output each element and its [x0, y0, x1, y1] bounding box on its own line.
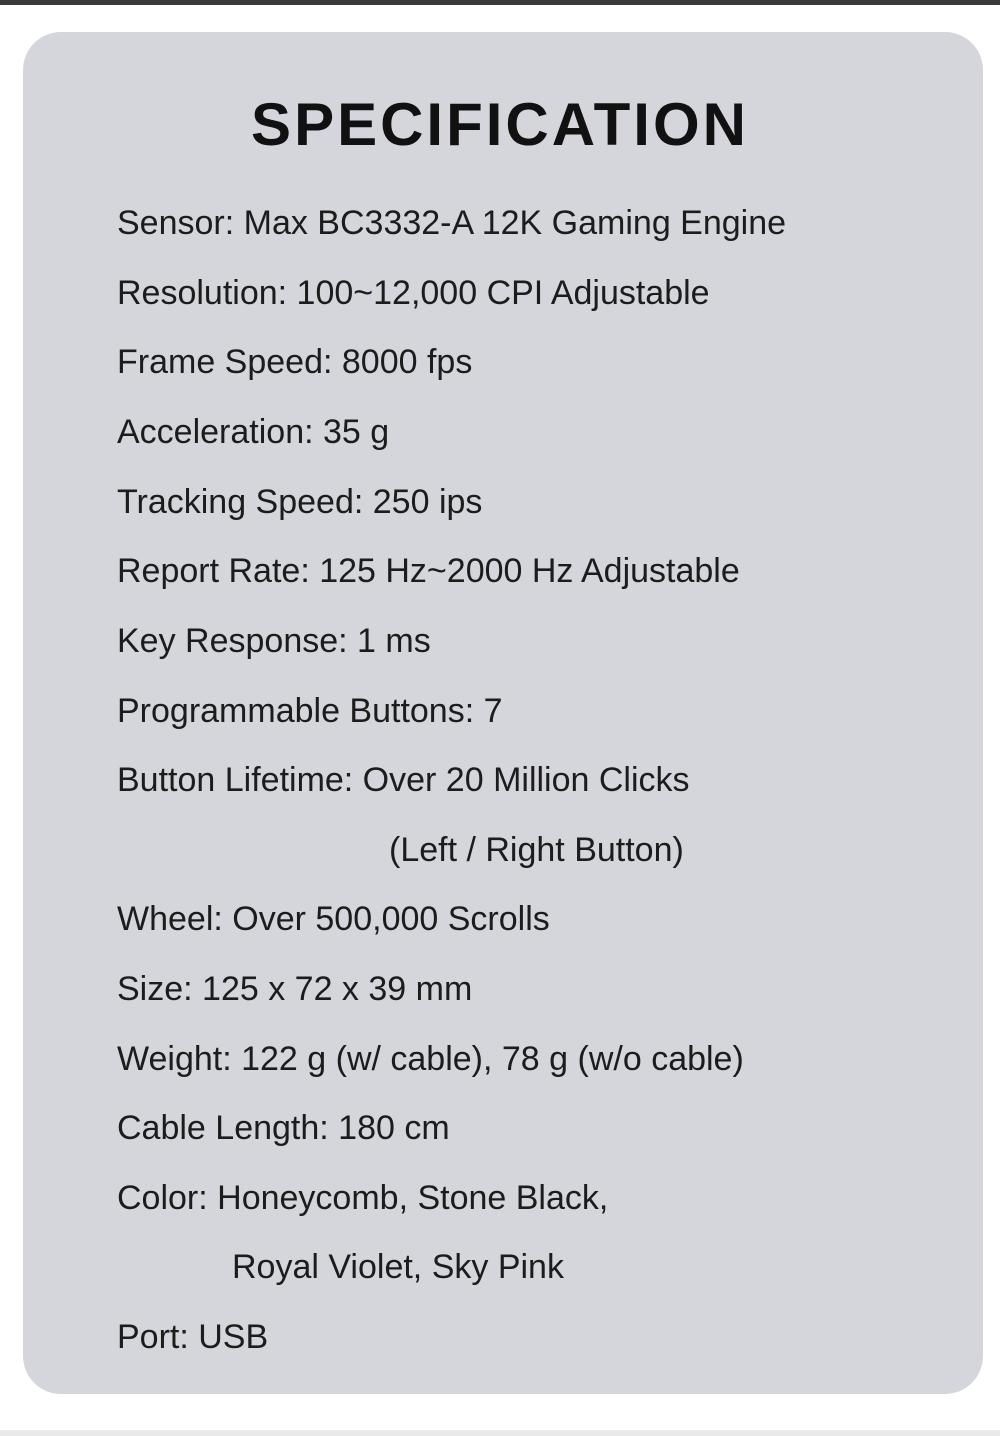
spec-cable-length: Cable Length: 180 cm	[117, 1109, 450, 1147]
spec-wheel: Wheel: Over 500,000 Scrolls	[117, 900, 550, 938]
spec-weight: Weight: 122 g (w/ cable), 78 g (w/o cable)	[117, 1040, 744, 1078]
spec-key-response: Key Response: 1 ms	[117, 622, 431, 660]
spec-color-continued: Royal Violet, Sky Pink	[232, 1248, 564, 1286]
spec-color: Color: Honeycomb, Stone Black,	[117, 1179, 609, 1217]
spec-port: Port: USB	[117, 1318, 269, 1356]
spec-programmable-buttons: Programmable Buttons: 7	[117, 692, 503, 730]
spec-button-lifetime-note: (Left / Right Button)	[389, 831, 684, 869]
top-divider	[0, 0, 1000, 5]
spec-resolution: Resolution: 100~12,000 CPI Adjustable	[117, 274, 710, 312]
spec-acceleration: Acceleration: 35 g	[117, 413, 390, 451]
spec-sensor: Sensor: Max BC3332-A 12K Gaming Engine	[117, 204, 787, 242]
spec-frame-speed: Frame Speed: 8000 fps	[117, 343, 473, 381]
spec-size: Size: 125 x 72 x 39 mm	[117, 970, 473, 1008]
bottom-divider	[0, 1430, 1000, 1436]
spec-tracking-speed: Tracking Speed: 250 ips	[117, 483, 483, 521]
page-title: SPECIFICATION	[251, 91, 749, 158]
spec-button-lifetime: Button Lifetime: Over 20 Million Clicks	[117, 761, 690, 799]
spec-report-rate: Report Rate: 125 Hz~2000 Hz Adjustable	[117, 552, 740, 590]
